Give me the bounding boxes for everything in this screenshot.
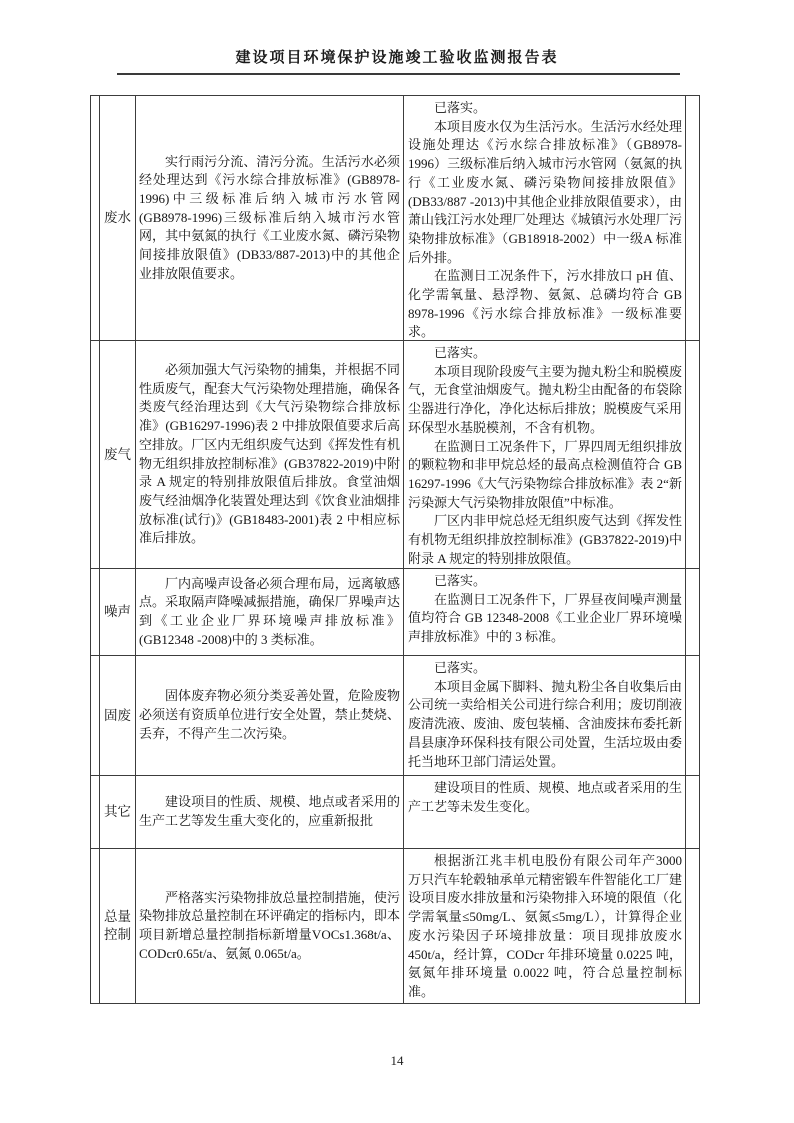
row-category-label xyxy=(100,341,136,568)
table-row xyxy=(91,341,699,569)
left-gutter-cell xyxy=(91,656,100,775)
category-label-text: 其它 xyxy=(104,804,131,819)
category-label-text: 废水 xyxy=(104,210,131,225)
requirement-text: 厂内高噪声设备必须合理布局，远离敏感点。采取隔声降噪减振措施，确保厂界噪声达到《工业企业厂界环境噪声排放标准》(GB12348 -2008)中的 3 类标准。 xyxy=(139,575,400,647)
status-paragraph: 厂区内非甲烷总烃无组织废气达到《挥发性有机物无组织排放控制标准》(GB37822-2019)中附录 A 规定的特别排放限值。 xyxy=(408,513,682,566)
requirement-text: 固体废弃物必须分类妥善处置，危险废物必须送有资质单位进行安全处置，禁止焚烧、丢弃，不得产生二次污染。 xyxy=(139,688,400,741)
status-paragraph: 在监测日工况条件下，厂界昼夜间噪声测量值均符合 GB 12348-2008《工业企业厂界环境噪声排放标准》中的 3 标准。 xyxy=(408,591,682,645)
status-paragraph: 在监测日工况条件下，污水排放口 pH 值、化学需氧量、悬浮物、氨氮、总磷均符合 GB 8978-1996《污水综合排放标准》一级标准要求。 xyxy=(408,268,682,340)
status-paragraph: 建设项目的性质、规模、地点或者采用的生产工艺等未发生变化。 xyxy=(408,780,682,814)
left-gutter-cell xyxy=(91,96,100,340)
table-row xyxy=(91,96,699,341)
status-paragraph: 本项目现阶段废气主要为抛丸粉尘和脱模废气，无食堂油烟废气。抛丸粉尘由配备的布袋除尘器进行净化，净化达标后排放；脱模废气采用环保型水基脱模剂，不含有机物。 xyxy=(408,363,682,435)
requirement-cell xyxy=(136,776,404,848)
status-cell xyxy=(404,341,686,568)
page-number: 14 xyxy=(390,1053,404,1068)
row-category-label xyxy=(100,656,136,775)
row-category-label xyxy=(100,776,136,848)
report-table xyxy=(90,95,700,1004)
right-gutter-cell xyxy=(686,96,699,340)
page-title: 建设项目环境保护设施竣工验收监测报告表 xyxy=(235,50,559,66)
table-row xyxy=(91,849,699,1003)
requirement-cell xyxy=(136,569,404,655)
table-row xyxy=(91,569,699,656)
row-category-label xyxy=(100,849,136,1003)
requirement-text: 必须加强大气污染物的捕集，并根据不同性质废气，配套大气污染物处理措施，确保各类废气经治理达到《大气污染物综合排放标准》(GB16297-1996)表 2 中排放限值要求后高空排放。厂区内无组织废气达到《挥发性有机物无组织排放控制标准》(GB37822-2019)中附录 A 规定的特别排放限值后排放。食堂油烟废气经油烟净化装置处理达到《饮食业油烟排放标准(试行)》(GB18483-2001)表 2 中相应标准后排放。 xyxy=(139,361,400,546)
table-row xyxy=(91,656,699,776)
left-gutter-cell xyxy=(91,776,100,848)
requirement-cell xyxy=(136,849,404,1003)
category-label-text: 固废 xyxy=(104,707,131,723)
left-gutter-cell xyxy=(91,341,100,568)
right-gutter-cell xyxy=(686,776,699,848)
status-paragraph: 本项目废水仅为生活污水。生活污水经处理设施处理达《污水综合排放标准》（GB8978-1996）三级标准后纳入城市污水管网（氨氮的执行《工业废水氮、磷污染物间接排放限值》(DB33/887 -2013)中其他企业排放限值要求），由萧山钱江污水处理厂处理达《城镇污水处理厂污染物排放标准》（GB18918-2002）中一级A 标准后外排。 xyxy=(408,118,682,265)
row-category-label xyxy=(100,96,136,340)
status-paragraph: 本项目金属下脚料、抛丸粉尘各自收集后由公司统一卖给相关公司进行综合利用；废切削液废清洗液、废油、废包装桶、含油废抹布委托新昌县康净环保科技有限公司处置，生活垃圾由委托当地环卫部门清运处置。 xyxy=(408,678,682,769)
category-label-text: 噪声 xyxy=(104,604,131,619)
status-paragraph: 根据浙江兆丰机电股份有限公司年产3000 万只汽车轮毂轴承单元精密锻车件智能化工厂建设项目废水排放量和污染物排入环境的限值（化学需氧量≤50mg/L、氨氮≤5mg/L），计算得企业废水污染因子环境排放量：项目现排放废水 450t/a，经计算，CODcr 年排环境量 0.0225 吨，氨氮年排环境量 0.0022 吨，符合总量控制标准。 xyxy=(408,853,682,999)
status-cell xyxy=(404,849,686,1003)
status-cell xyxy=(404,96,686,340)
status-paragraph: 已落实。 xyxy=(434,573,487,588)
requirement-cell xyxy=(136,341,404,568)
header-divider xyxy=(117,73,680,75)
row-category-label xyxy=(100,569,136,655)
status-paragraph: 已落实。 xyxy=(434,660,487,675)
right-gutter-cell xyxy=(686,849,699,1003)
status-cell xyxy=(404,776,686,848)
requirement-text: 建设项目的性质、规模、地点或者采用的生产工艺等发生重大变化的，应重新报批 xyxy=(139,794,400,828)
status-paragraph: 已落实。 xyxy=(434,100,487,115)
right-gutter-cell xyxy=(686,569,699,655)
status-cell xyxy=(404,569,686,655)
category-label-text: 总量控制 xyxy=(104,909,131,942)
requirement-cell xyxy=(136,96,404,340)
table-row xyxy=(91,776,699,849)
left-gutter-cell xyxy=(91,849,100,1003)
status-cell xyxy=(404,656,686,775)
requirement-text: 严格落实污染物排放总量控制措施，使污染物排放总量控制在环评确定的指标内，即本项目新增总量控制指标新增量VOCs1.368t/a、CODcr0.65t/a、氨氮 0.065t/a。 xyxy=(139,889,400,961)
requirement-text: 实行雨污分流、清污分流。生活污水必须经处理达到《污水综合排放标准》(GB8978-1996)中三级标准后纳入城市污水管网(GB8978-1996)三级标准后纳入城市污水管网，其中氨氮的执行《工业废水氮、磷污染物间接排放限值》(DB33/887-2013)中的其他企业排放限值要求。 xyxy=(139,153,400,281)
requirement-cell xyxy=(136,656,404,775)
left-gutter-cell xyxy=(91,569,100,655)
right-gutter-cell xyxy=(686,656,699,775)
status-paragraph: 已落实。 xyxy=(434,345,487,360)
category-label-text: 废气 xyxy=(104,446,131,462)
status-paragraph: 在监测日工况条件下，厂界四周无组织排放的颗粒物和非甲烷总烃的最高点检测值符合 GB 16297-1996《大气污染物综合排放标准》表 2“新污染源大气污染物排放限值”中标准。 xyxy=(408,438,682,510)
right-gutter-cell xyxy=(686,341,699,568)
